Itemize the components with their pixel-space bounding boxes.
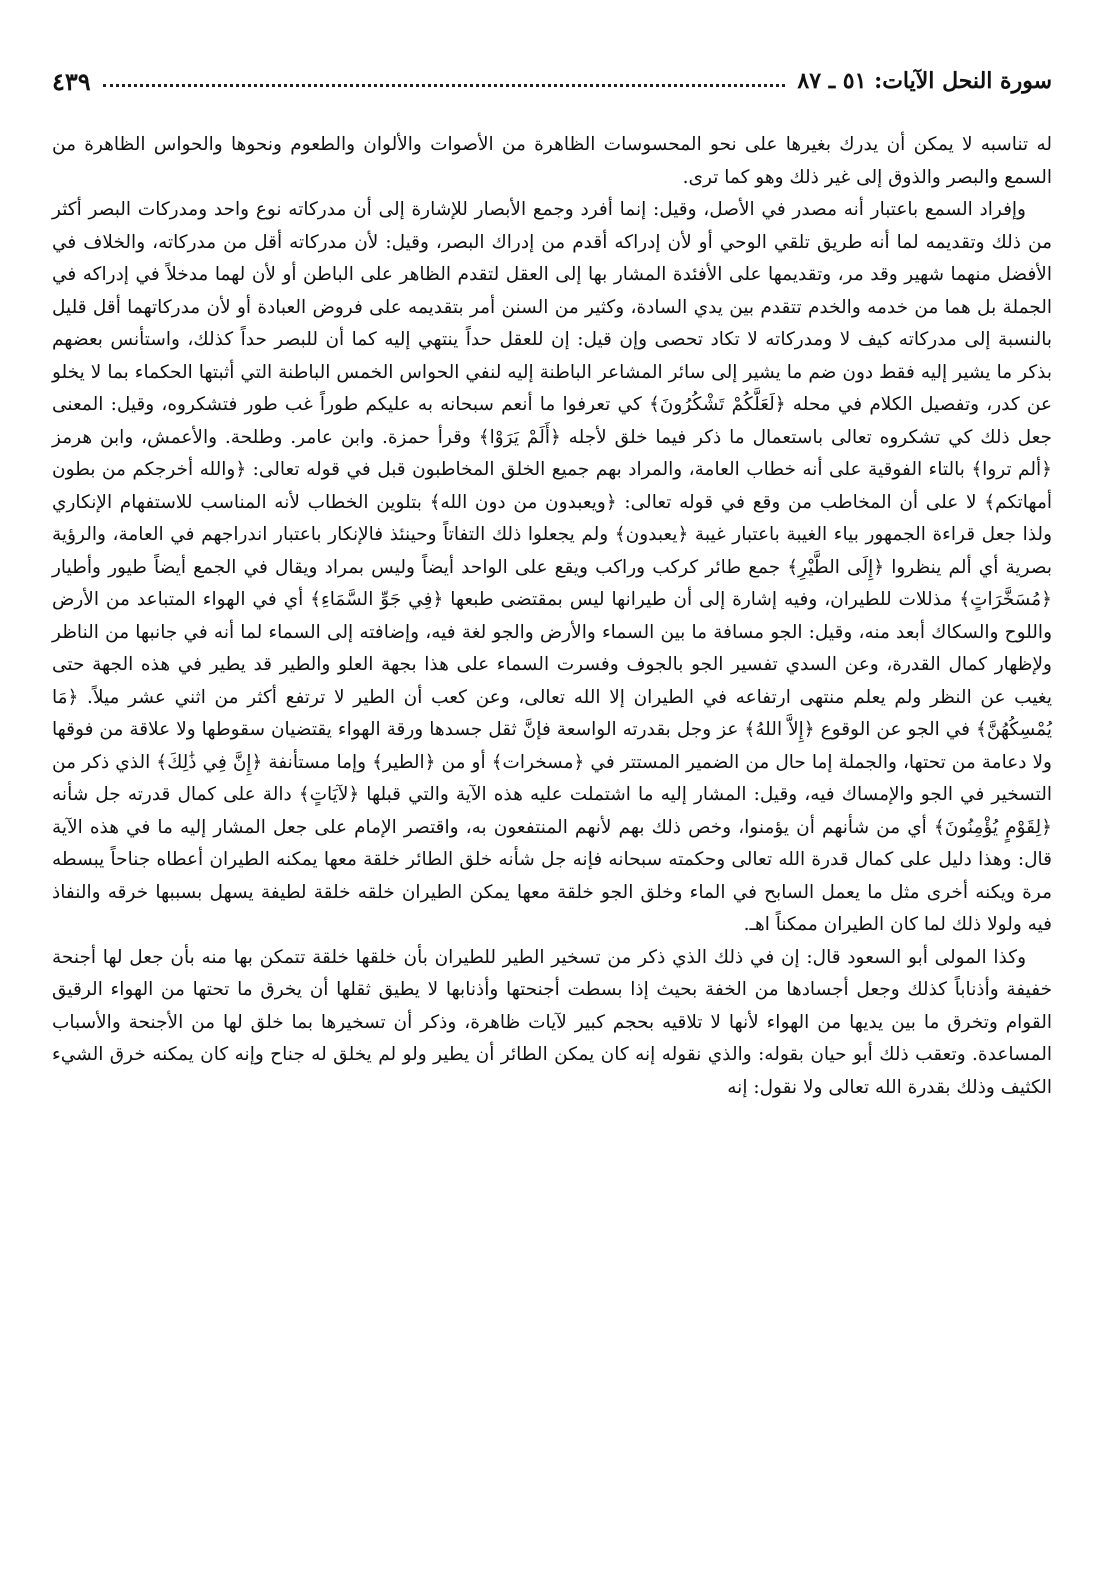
- page-number: ٤٣٩: [52, 66, 91, 96]
- paragraph: له تناسبه لا يمكن أن يدرك بغيرها على نحو المحسوسات الظاهرة من الأصوات والألوان والطعوم ونحوها والحواس الظاهرة من السمع والبصر والذوق إلى غير ذلك وهو كما ترى.: [52, 134, 1052, 188]
- body-text: [52, 129, 1052, 1104]
- running-header: [52, 55, 1052, 107]
- paragraph: وكذا المولى أبو السعود قال: إن في ذلك الذي ذكر من تسخير الطير للطيران بأن خلقها خلقة تتمكن بها منه بأن جعل لها أجنحة خفيفة وأذناباً كذلك وجعل أجسادها من الخفة بحيث إذا بسطت أجنحتها وأذنابها لا يطيق ثقلها أن يخرق ما تحتها من الهواء الرقيق القوام وتخرق ما بين يديها من الهواء لأنها لا تلاقيه بحجم كبير لآيات ظاهرة، وذكر أن تسخيرها بما خلق لها من الأجنحة والأسباب المساعدة. وتعقب ذلك أبو حيان بقوله: والذي نقوله إنه كان يمكن الطائر أن يطير ولو لم يخلق له جناح وإنه كان يمكنه خرق الشيء الكثيف وذلك بقدرة الله تعالى ولا نقول: إنه: [52, 946, 1052, 1098]
- header-title: سورة النحل الآيات: ٥١ ـ ٨٧: [797, 68, 1052, 94]
- paragraph: وإفراد السمع باعتبار أنه مصدر في الأصل، وقيل: إنما أفرد وجمع الأبصار للإشارة إلى أن مدركاته نوع واحد ومدركات البصر أكثر من ذلك وتقديمه لما أنه طريق تلقي الوحي أو لأن إدراكه أقدم من إدراك البصر، وقيل: لأن مدركاته أقل من مدركاته، والخلاف في الأفضل منهما شهير وقد مر، وتقديمها على الأفئدة المشار بها إلى العقل لتقدم الظاهر على الباطن أو لأن لهما مدخلاً في إدراكه في الجملة بل هما من خدمه والخدم تتقدم بين يدي السادة، وكثير من السنن أمر بتقديمه على فروض العبادة أو لأن مدركاتهما أقل قليل بالنسبة إلى مدركاته كيف لا ومدركاته لا تكاد تحصى وإن قيل: إن للعقل حداً ينتهي إليه كما أن للبصر حداً كذلك، واستأنس بعضهم بذكر ما يشير إليه فقط دون ضم ما يشير إلى سائر المشاعر الباطنة إليه لنفي الحواس الخمس الباطنة التي أثبتها الحكماء بما لا يخلو عن كدر، وتفصيل الكلام في محله ﴿لَعَلَّكُمْ تَشْكُرُونَ﴾ كي تعرفوا ما أنعم سبحانه به عليكم طوراً غب طور فتشكروه، وقيل: المعنى جعل ذلك كي تشكروه تعالى باستعمال ما ذكر فيما خلق لأجله ﴿أَلَمْ يَرَوْا﴾ وقرأ حمزة. وابن عامر. وطلحة. والأعمش، وابن هرمز ﴿ألم تروا﴾ بالتاء الفوقية على أنه خطاب العامة، والمراد بهم جميع الخلق المخاطبون قبل في قوله تعالى: ﴿والله أخرجكم من بطون أمهاتكم﴾ لا على أن المخاطب من وقع في قوله تعالى: ﴿ويعبدون من دون الله﴾ بتلوين الخطاب لأنه المناسب للاستفهام الإنكاري ولذا جعل قراءة الجمهور بياء الغيبة باعتبار غيبة ﴿يعبدون﴾ ولم يجعلوا ذلك التفاتاً وحينئذ فالإنكار باعتبار اندراجهم في العامة، والرؤية بصرية أي ألم ينظروا ﴿إِلَى الطَّيْرِ﴾ جمع طائر كركب وراكب ويقع على الواحد أيضاً وليس بمراد ويقال في الجمع أيضاً طيور وأطيار ﴿مُسَخَّرَاتٍ﴾ مذللات للطيران، وفيه إشارة إلى أن طيرانها ليس بمقتضى طبعها ﴿فِي جَوِّ السَّمَاءِ﴾ أي في الهواء المتباعد من الأرض واللوح والسكاك أبعد منه، وقيل: الجو مسافة ما بين السماء والأرض والجو لغة فيه، وإضافته إلى السماء لما أنه في جانبها من الناظر ولإظهار كمال القدرة، وعن السدي تفسير الجو بالجوف وفسرت السماء على هذا بجهة العلو والطير قد يطير في هذه الجهة حتى يغيب عن النظر ولم يعلم منتهى ارتفاعه في الطيران إلا الله تعالى، وعن كعب أن الطير لا ترتفع أكثر من اثني عشر ميلاً. ﴿مَا يُمْسِكُهُنَّ﴾ في الجو عن الوقوع ﴿إِلاَّ اللهُ﴾ عز وجل بقدرته الواسعة فإنَّ ثقل جسدها ورقة الهواء يقتضيان سقوطها ولا علاقة من فوقها ولا دعامة من تحتها، والجملة إما حال من الضمير المستتر في ﴿مسخرات﴾ أو من ﴿الطير﴾ وإما مستأنفة ﴿إِنَّ فِي ذَٰلِكَ﴾ الذي ذكر من التسخير في الجو والإمساك فيه، وقيل: المشار إليه ما اشتملت عليه هذه الآية والتي قبلها ﴿لآيَاتٍ﴾ دالة على كمال قدرته جل شأنه ﴿لِقَوْمٍ يُؤْمِنُونَ﴾ أي من شأنهم أن يؤمنوا، وخص ذلك بهم لأنهم المنتفعون به، واقتصر الإمام على جعل المشار إليه ما في هذه الآية قال: وهذا دليل على كمال قدرة الله تعالى وحكمته سبحانه فإنه جل شأنه خلق الطائر خلقة معها يمكنه الطيران أعطاه جناحاً يبسطه مرة ويكنه أخرى مثل ما يعمل السابح في الماء وخلق الجو خلقة معها يمكن الطيران خلقه خلقة لطيفة يسهل بسببها خرقه والنفاذ فيه ولولا ذلك لما كان الطيران ممكناً اهـ.: [52, 199, 1052, 935]
- header-leader-dots: [103, 84, 786, 87]
- page: [52, 55, 1052, 1104]
